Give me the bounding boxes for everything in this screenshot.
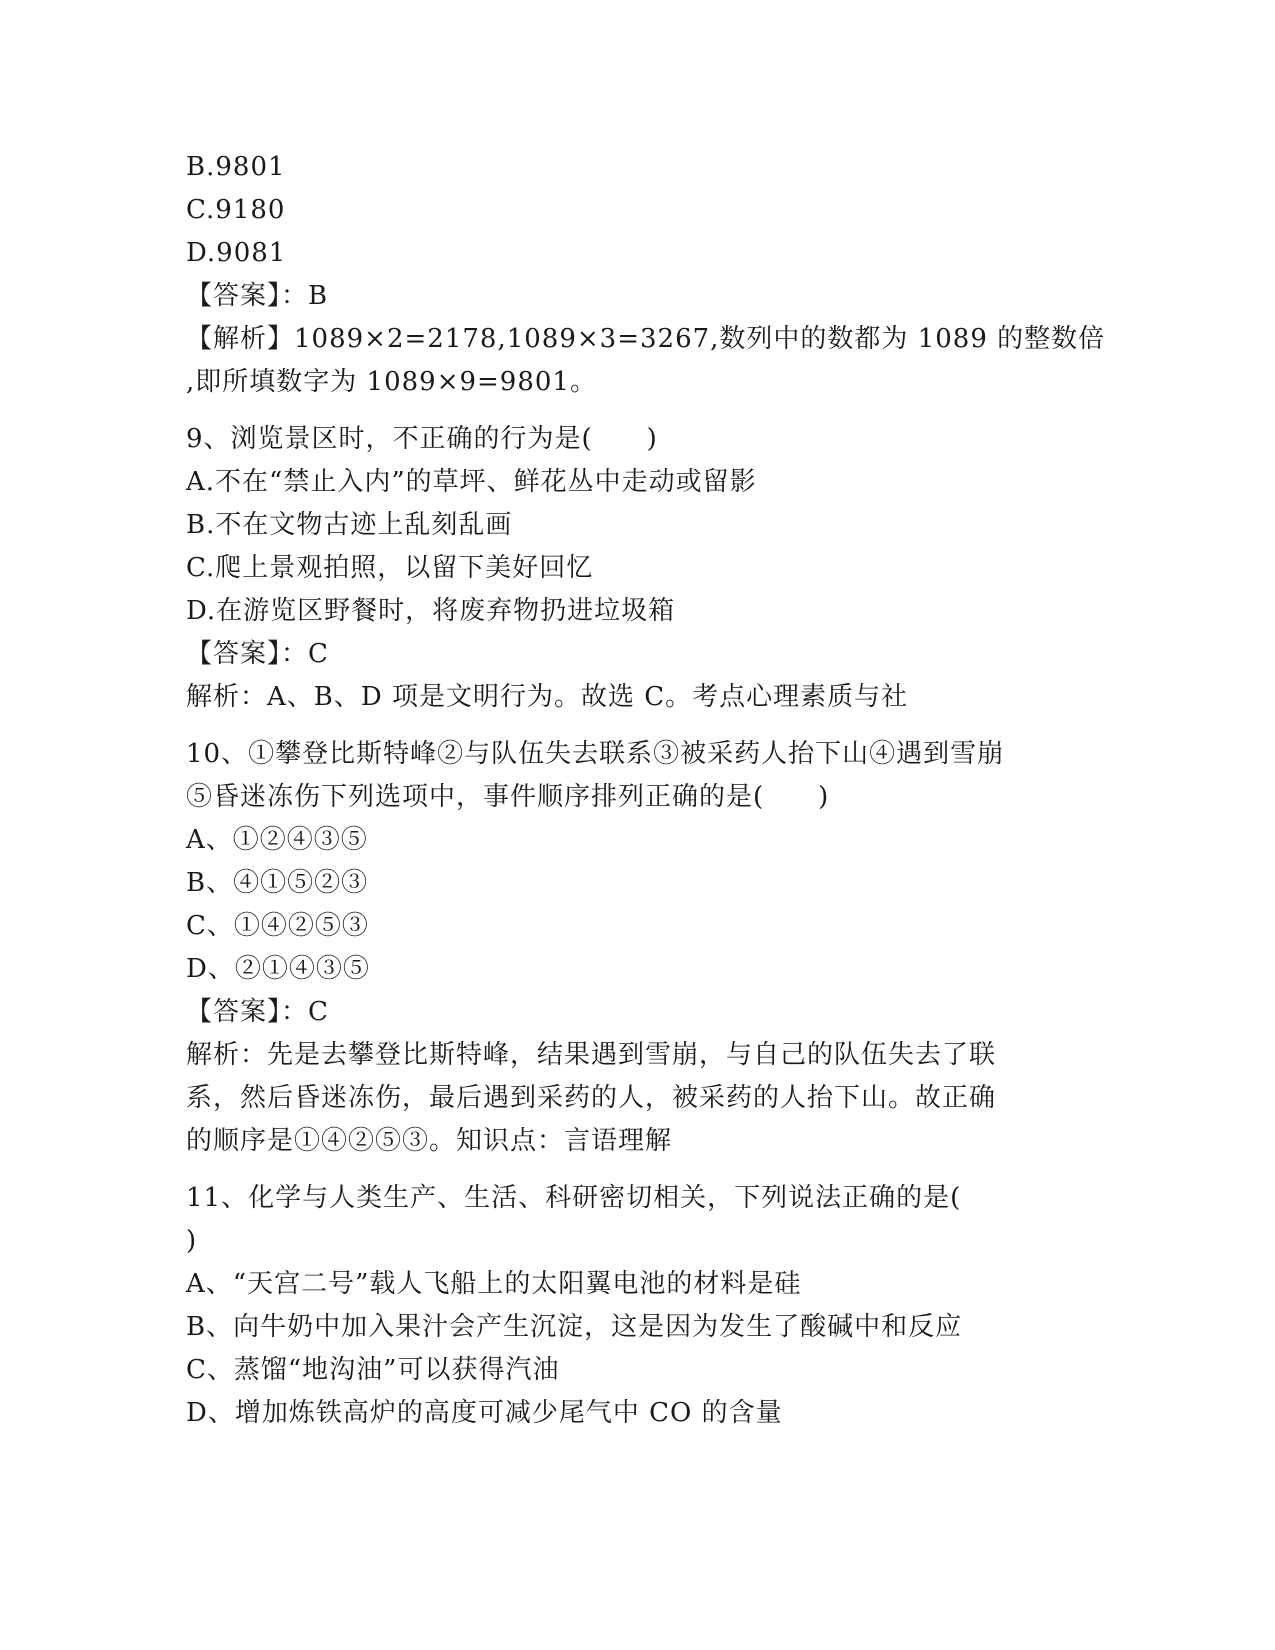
q11-question-line-2: )	[186, 1226, 198, 1256]
q10-option-d: D、②①④③⑤	[186, 954, 370, 984]
q10-analysis-line-2: 系，然后昏迷冻伤，最后遇到采药的人，被采药的人抬下山。故正确	[186, 1083, 997, 1113]
q11-option-d: D、增加炼铁高炉的高度可减少尾气中 CO 的含量	[186, 1398, 783, 1428]
q10-question-line-1: 10、①攀登比斯特峰②与队伍失去联系③被采药人抬下山④遇到雪崩	[186, 739, 1005, 769]
q8-analysis-line-1: 【解析】1089×2=2178,1089×3=3267,数列中的数都为 1089 的整数倍	[186, 324, 1106, 354]
document-page	[186, 146, 1106, 1435]
spacer	[186, 404, 1086, 418]
q10-option-b: B、④①⑤②③	[186, 868, 369, 898]
q10-answer: 【答案】：C	[186, 997, 329, 1027]
spacer	[186, 1163, 1086, 1177]
q9-option-c: C.爬上景观拍照，以留下美好回忆	[186, 553, 594, 583]
q10-option-a: A、①②④③⑤	[186, 825, 368, 855]
question-9-block	[186, 418, 1086, 719]
q11-option-a: A、“天宫二号”载人飞船上的太阳翼电池的材料是硅	[186, 1269, 802, 1299]
question-11-block	[186, 1177, 1086, 1435]
q9-question: 9、浏览景区时，不正确的行为是( )	[186, 424, 658, 454]
q9-option-a: A.不在“禁止入内”的草坪、鲜花丛中走动或留影	[186, 467, 757, 497]
q10-option-c: C、①④②⑤③	[186, 911, 369, 941]
q11-option-b: B、向牛奶中加入果汁会产生沉淀，这是因为发生了酸碱中和反应	[186, 1312, 963, 1342]
q9-answer: 【答案】：C	[186, 639, 329, 669]
q10-analysis-line-3: 的顺序是①④②⑤③。知识点：言语理解	[186, 1126, 673, 1156]
q10-question-line-2: ⑤昏迷冻伤下列选项中，事件顺序排列正确的是( )	[186, 782, 830, 812]
q9-option-b: B.不在文物古迹上乱刻乱画	[186, 510, 513, 540]
spacer	[186, 719, 1086, 733]
q8-option-d: D.9081	[186, 238, 287, 268]
q10-analysis-line-1: 解析：先是去攀登比斯特峰，结果遇到雪崩，与自己的队伍失去了联	[186, 1040, 997, 1070]
q8-option-c: C.9180	[186, 195, 286, 225]
q8-answer: 【答案】：B	[186, 281, 329, 311]
question-8-block	[186, 146, 1106, 404]
question-10-block	[186, 733, 1086, 1163]
q9-option-d: D.在游览区野餐时，将废弃物扔进垃圾箱	[186, 596, 676, 626]
q11-question-line-1: 11、化学与人类生产、生活、科研密切相关，下列说法正确的是(	[186, 1183, 962, 1213]
q11-option-c: C、蒸馏“地沟油”可以获得汽油	[186, 1355, 560, 1385]
q8-option-b: B.9801	[186, 152, 286, 182]
q8-analysis-line-2: ,即所填数字为 1089×9=9801。	[186, 367, 597, 397]
q9-analysis: 解析：A、B、D 项是文明行为。故选 C。考点心理素质与社	[186, 682, 909, 712]
